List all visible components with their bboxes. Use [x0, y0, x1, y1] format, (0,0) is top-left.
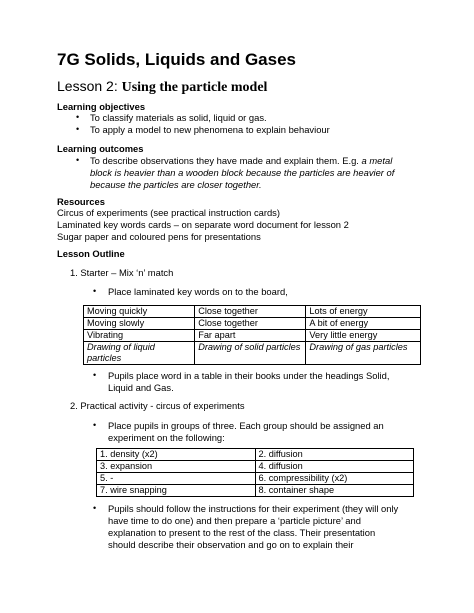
table-cell: 1. density (x2)	[97, 449, 256, 461]
step2-after: have time to do one) and then prepare a ‘particle picture’ and	[108, 515, 361, 526]
outline-step-2: 2. Practical activity - circus of experiments	[70, 400, 245, 411]
lesson-number: Lesson 2:	[57, 78, 122, 94]
table-row	[97, 461, 414, 473]
lesson-subtitle: Using the particle model	[121, 80, 268, 95]
outcome-example-line: because the particles are closer together.	[90, 179, 262, 190]
table-cell: Moving slowly	[84, 318, 195, 330]
objectives-heading: Learning objectives	[57, 101, 146, 112]
table-row	[84, 318, 421, 330]
step2-after: should describe their observation and go on to explain their	[108, 539, 354, 550]
outcome-text	[90, 155, 392, 167]
table-row	[84, 342, 421, 365]
bullet-icon: •	[93, 370, 97, 380]
table-row	[97, 449, 414, 461]
table-row	[97, 473, 414, 485]
table-cell: Drawing of liquid particles	[84, 342, 195, 365]
table-cell: A bit of energy	[306, 318, 421, 330]
step2-bullet: Place pupils in groups of three. Each group should be assigned an	[108, 420, 384, 431]
table-row	[84, 330, 421, 342]
table-cell: Lots of energy	[306, 306, 421, 318]
table-cell: 4. diffusion	[255, 461, 414, 473]
table-cell: Close together	[195, 318, 306, 330]
document-title: 7G Solids, Liquids and Gases	[57, 50, 297, 69]
step1-bullet: Place laminated key words on to the board,	[108, 286, 288, 297]
table-cell: 8. container shape	[255, 485, 414, 497]
table-cell: 7. wire snapping	[97, 485, 256, 497]
table-cell: Vibrating	[84, 330, 195, 342]
table-cell: 3. expansion	[97, 461, 256, 473]
key-words-table	[83, 305, 421, 365]
bullet-icon: •	[76, 124, 80, 134]
outcome-intro: To describe observations they have made and explain them. E.g.	[90, 155, 359, 166]
bullet-icon: •	[76, 155, 80, 165]
table-cell: Drawing of solid particles	[195, 342, 306, 365]
bullet-icon: •	[76, 112, 80, 122]
outcome-example: a metal	[361, 155, 393, 166]
step1-after: Liquid and Gas.	[108, 382, 174, 393]
table-row	[97, 485, 414, 497]
table-cell: 5. -	[97, 473, 256, 485]
bullet-icon: •	[93, 286, 97, 296]
table-cell: Far apart	[195, 330, 306, 342]
resource-line: Circus of experiments (see practical instruction cards)	[57, 207, 280, 218]
resource-line: Sugar paper and coloured pens for presentations	[57, 231, 261, 242]
outcomes-heading: Learning outcomes	[57, 143, 144, 154]
table-cell: Drawing of gas particles	[306, 342, 421, 365]
outcome-example-line: block is heavier than a wooden block because the particles are heavier of	[90, 167, 395, 178]
outline-heading: Lesson Outline	[57, 248, 125, 259]
step1-after: Pupils place word in a table in their books under the headings Solid,	[108, 370, 390, 381]
table-row	[84, 306, 421, 318]
outline-step-1: 1. Starter – Mix ‘n’ match	[70, 267, 174, 278]
objective-item: To apply a model to new phenomena to explain behaviour	[90, 124, 330, 135]
table-cell: 2. diffusion	[255, 449, 414, 461]
resources-heading: Resources	[57, 196, 105, 207]
experiments-table	[96, 448, 414, 497]
table-cell: Moving quickly	[84, 306, 195, 318]
table-cell: Very little energy	[306, 330, 421, 342]
step2-after: explanation to present to the rest of the class. Their presentation	[108, 527, 376, 538]
table-cell: Close together	[195, 306, 306, 318]
bullet-icon: •	[93, 420, 97, 430]
step2-after: Pupils should follow the instructions for their experiment (they will only	[108, 503, 399, 514]
step2-bullet: experiment on the following:	[108, 432, 225, 443]
resource-line: Laminated key words cards – on separate word document for lesson 2	[57, 219, 349, 230]
bullet-icon: •	[93, 503, 97, 513]
table-cell: 6. compressibility (x2)	[255, 473, 414, 485]
lesson-heading	[57, 78, 267, 96]
objective-item: To classify materials as solid, liquid or gas.	[90, 112, 267, 123]
